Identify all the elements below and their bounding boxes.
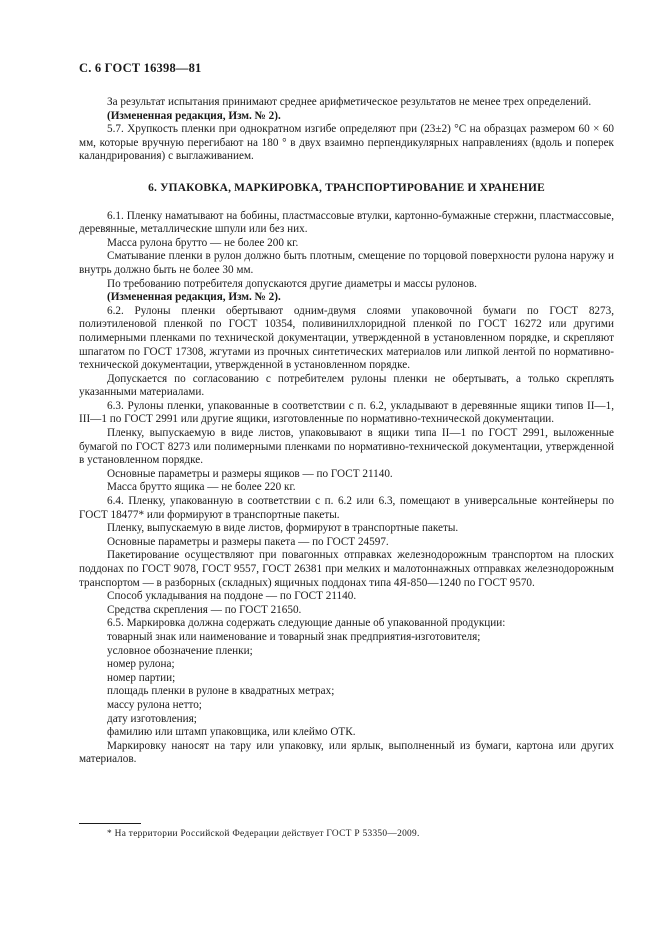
paragraph-sheet-packages: Пленку, выпускаемую в виде листов, формируют в транспортные пакеты. xyxy=(107,522,459,535)
paragraph-6-2: 6.2. Рулоны пленки обертывают одним-двумя слоями упаковочной бумаги по ГОСТ 8273, полиэтиленовой пленкой по ГОСТ 10354, поливинилхлоридной пленкой по ГОСТ 16272 или другими полимерными пленками по технической документации, утвержденной в установленном порядке, и скрепляют шпагатом по ГОСТ 17308, жгутами из прочных синтетических материалов или липкой лентой по нормативно-технической документации, утвержденной в установленном порядке. xyxy=(79,304,614,372)
paragraph-box-params: Основные параметры и размеры ящиков — по ГОСТ 21140. xyxy=(107,467,393,480)
paragraph-winding: Сматывание пленки в рулон должно быть плотным, смещение по торцовой поверхности рулона наружу и внутрь должно быть не более 30 мм. xyxy=(79,250,614,276)
list-item: фамилию или штамп упаковщика, или клеймо ОТК. xyxy=(107,726,356,739)
paragraph-5-7: 5.7. Хрупкость пленки при однократном изгибе определяют при (23±2) °С на образцах размером 60 × 60 мм, которые вручную перегибают на 180 ° в двух взаимно перпендикулярных направлениях (вдоль и поперек каландрирования) с выглаживанием. xyxy=(79,123,614,163)
paragraph-result: За результат испытания принимают среднее арифметическое результатов не менее трех определений. xyxy=(107,96,592,108)
paragraph-package-params: Основные параметры и размеры пакета — по ГОСТ 24597. xyxy=(107,535,389,548)
amendment-note: (Измененная редакция, Изм. № 2). xyxy=(107,291,281,304)
amendment-note: (Измененная редакция, Изм. № 2). xyxy=(107,109,281,122)
paragraph-6-3: 6.3. Рулоны пленки, упакованные в соответствии с п. 6.2, укладывают в деревянные ящики типов II—1, III—1 по ГОСТ 2991 или другие ящики, изготовленные по нормативно-технической документации. xyxy=(79,399,614,426)
page-header: С. 6 ГОСТ 16398—81 xyxy=(79,61,202,75)
paragraph-sheets-boxes: Пленку, выпускаемую в виде листов, упаковывают в ящики типа II—1 по ГОСТ 2991, выложенные бумагой по ГОСТ 8273 или полимерными пленками по нормативно-технической документации, утвержденной в установленном порядке. xyxy=(79,427,614,467)
paragraph-fastening: Средства скрепления — по ГОСТ 21650. xyxy=(107,603,302,616)
paragraph-6-5: 6.5. Маркировка должна содержать следующие данные об упакованной продукции: xyxy=(107,617,506,630)
list-item: дату изготовления; xyxy=(107,712,197,725)
list-item: площадь пленки в рулоне в квадратных метрах; xyxy=(107,685,335,698)
paragraph-6-4: 6.4. Пленку, упакованную в соответствии с п. 6.2 или 6.3, помещают в универсальные контейнеры по ГОСТ 18477* или формируют в транспортные пакеты. xyxy=(79,495,614,521)
footnote-divider xyxy=(79,823,141,824)
section-heading-6: 6. УПАКОВКА, МАРКИРОВКА, ТРАНСПОРТИРОВАНИЕ И ХРАНЕНИЕ xyxy=(148,181,545,194)
list-item: номер партии; xyxy=(107,671,176,684)
paragraph-box-mass: Масса брутто ящика — не более 220 кг. xyxy=(107,481,296,494)
list-item: товарный знак или наименование и товарный знак предприятия-изготовителя; xyxy=(107,630,481,643)
paragraph-palletizing: Пакетирование осуществляют при повагонных отправках железнодорожным транспортом на плоских поддонах по ГОСТ 9078, ГОСТ 9557, ГОСТ 26381 при мелких и малотоннажных отправках железнодорожным транспортом — в разборных (складных) ящичных поддонах типа 4Я-850—1240 по ГОСТ 9570. xyxy=(79,549,614,589)
paragraph-no-wrap: Допускается по согласованию с потребителем рулоны пленки не обертывать, а только скреплять указанными материалами. xyxy=(79,372,614,399)
paragraph-marking-placement: Маркировку наносят на тару или упаковку, или ярлык, выполненный из бумаги, картона или других материалов. xyxy=(79,739,614,766)
footnote: * На территории Российской Федерации действует ГОСТ Р 53350—2009. xyxy=(107,829,420,839)
list-item: условное обозначение пленки; xyxy=(107,644,253,657)
paragraph-customer-request: По требованию потребителя допускаются другие диаметры и массы рулонов. xyxy=(107,277,477,290)
list-item: номер рулона; xyxy=(107,658,175,671)
document-body xyxy=(79,96,614,767)
paragraph-pallet-stacking: Способ укладывания на поддоне — по ГОСТ 21140. xyxy=(107,590,357,603)
list-item: массу рулона нетто; xyxy=(107,698,202,711)
paragraph-roll-mass: Масса рулона брутто — не более 200 кг. xyxy=(107,236,299,249)
paragraph-6-1: 6.1. Пленку наматывают на бобины, пластмассовые втулки, картонно-бумажные стержни, пластмассовые, деревянные, металлические шпули или без них. xyxy=(79,209,614,236)
